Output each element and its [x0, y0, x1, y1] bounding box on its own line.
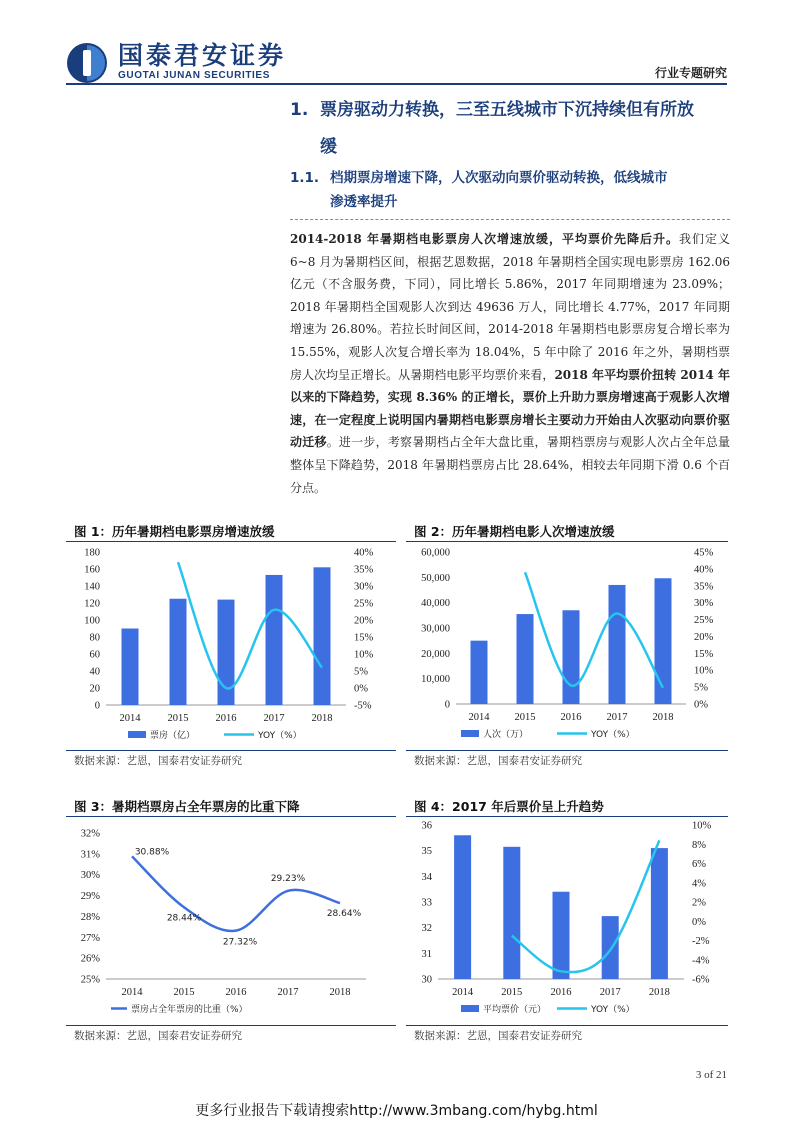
- y-left-tick-label: 20,000: [421, 648, 450, 660]
- section-1-1-title-line2: 渗透率提升: [330, 194, 398, 210]
- y-left-tick-label: 140: [84, 581, 100, 593]
- y-left-tick-label: 20: [89, 683, 100, 695]
- data-label: 28.64%: [326, 909, 362, 920]
- section-1-1-heading: [290, 166, 730, 214]
- y-left-tick-label: 36: [421, 820, 432, 832]
- paragraph-divider: [290, 219, 730, 220]
- y-tick-label: 28%: [80, 911, 100, 923]
- y-right-tick-label: 4%: [692, 878, 706, 890]
- yoy-line: [178, 562, 322, 688]
- y-right-tick-label: 40%: [694, 564, 714, 576]
- fig2-source-rule: [406, 750, 728, 751]
- x-tick-label: 2017: [263, 713, 285, 724]
- legend-bar-swatch: [128, 731, 146, 738]
- y-tick-label: 25%: [80, 974, 100, 986]
- section-1-title-line1: 票房驱动力转换，三至五线城市下沉持续但有所放: [320, 100, 694, 120]
- header-divider: [66, 83, 727, 85]
- y-right-tick-label: -2%: [692, 936, 710, 947]
- y-left-tick-label: 0: [444, 699, 450, 711]
- y-right-tick-label: 5%: [354, 666, 368, 678]
- x-tick-label: 2017: [606, 712, 628, 723]
- company-logo-icon: [66, 42, 108, 84]
- y-right-tick-label: 25%: [694, 615, 714, 627]
- y-right-tick-label: 0%: [692, 916, 706, 928]
- x-tick-label: 2017: [599, 987, 621, 998]
- bar: [454, 835, 471, 979]
- fig4-title: 图 4：2017 年后票价呈上升趋势: [414, 799, 604, 814]
- y-right-tick-label: -4%: [692, 955, 710, 967]
- y-tick-label: 32%: [80, 828, 100, 840]
- legend-bar-label: 平均票价（元）: [483, 1005, 547, 1015]
- x-tick-label: 2018: [652, 712, 674, 723]
- fig1-title: 图 1：历年暑期档电影票房增速放缓: [74, 524, 275, 539]
- x-tick-label: 2016: [225, 987, 247, 998]
- brand-name-en: GUOTAI JUNAN SECURITIES: [118, 70, 270, 81]
- fig2-title-rule: [406, 541, 728, 542]
- x-tick-label: 2016: [550, 987, 572, 998]
- y-left-tick-label: 31: [421, 948, 432, 960]
- legend-line-label: YOY（%）: [591, 730, 635, 740]
- fig1-chart: [66, 543, 396, 748]
- y-right-tick-label: 45%: [694, 547, 714, 559]
- y-tick-label: 29%: [80, 891, 100, 903]
- paragraph-emphasis: 2018 年平均票价扭转 2014 年以来的下降趋势，实现 8.36% 的正增长，票价上升助力票房增速高于观影人次增速，在一定程度上说明国内暑期档电影票房增长主要动力开始由人次驱动向票价驱动迁移: [290, 367, 730, 450]
- bar: [602, 916, 619, 979]
- y-left-tick-label: 40,000: [421, 598, 450, 610]
- footer-download-text: 更多行业报告下载请搜索http://www.3mbang.com/hybg.html: [195, 1103, 598, 1119]
- paragraph-lead: 2014-2018 年暑期档电影票房人次增速放缓，平均票价先降后升。: [290, 232, 679, 246]
- y-right-tick-label: 2%: [692, 897, 706, 909]
- y-left-tick-label: 10,000: [421, 674, 450, 686]
- bar: [503, 847, 520, 979]
- bar: [471, 641, 488, 704]
- y-tick-label: 31%: [80, 849, 100, 861]
- y-left-tick-label: 35: [421, 846, 432, 858]
- fig1-source-rule: [66, 750, 396, 751]
- y-left-tick-label: 33: [421, 897, 432, 909]
- y-right-tick-label: 35%: [694, 581, 714, 593]
- bar: [314, 567, 331, 705]
- x-tick-label: 2016: [215, 713, 237, 724]
- y-left-tick-label: 80: [89, 632, 100, 644]
- y-left-tick-label: 32: [421, 923, 432, 935]
- y-right-tick-label: 8%: [692, 839, 706, 851]
- section-1-1-number: 1.1.: [290, 170, 320, 186]
- data-label: 29.23%: [270, 873, 306, 884]
- y-right-tick-label: 20%: [354, 615, 374, 627]
- y-right-tick-label: 40%: [354, 547, 374, 559]
- y-right-tick-label: 30%: [354, 581, 374, 593]
- x-tick-label: 2018: [329, 987, 351, 998]
- legend-bar-label: 票房（亿）: [150, 731, 196, 741]
- y-right-tick-label: 0%: [354, 683, 368, 695]
- fig3-chart: [66, 818, 396, 1023]
- x-tick-label: 2015: [167, 713, 189, 724]
- bar: [266, 575, 283, 705]
- fig1-source: 数据来源：艺恩，国泰君安证券研究: [74, 755, 242, 767]
- y-left-tick-label: 120: [84, 598, 100, 610]
- report-type: 行业专题研究: [654, 66, 727, 80]
- y-left-tick-label: 60,000: [421, 547, 450, 559]
- fig3-title: 图 3：暑期档票房占全年票房的比重下降: [74, 799, 300, 814]
- fig3-source: 数据来源：艺恩，国泰君安证券研究: [74, 1030, 242, 1042]
- x-tick-label: 2014: [452, 987, 474, 998]
- paragraph-text-1: 我们定义 6~8 月为暑期档区间，根据艺恩数据，2018 年暑期档全国实现电影票房 162.06 亿元（不含服务费，下同），同比增长 5.86%，2017 年同期增速为 23.09%；2018 年暑期档全国观影人次到达 49636 万人，同比增长 4.77%，2017 年同期增速为 26.80%。若拉长时间区间，2014-2018 年暑期档电影票房复合增长率为 15.55%，观影人次复合增长率为 18.04%，5 年中除了 2016 年之外，暑期档票房人次均呈正增长。从暑期档电影平均票价来看，: [290, 232, 730, 382]
- x-tick-label: 2018: [311, 713, 333, 724]
- y-left-tick-label: 160: [84, 564, 100, 576]
- brand-name-cn: 国泰君安证券: [118, 41, 287, 70]
- y-right-tick-label: 6%: [692, 859, 706, 870]
- paragraph-text-3: 。进一步，考察暑期档占全年大盘比重，暑期档票房与观影人次占全年总量整体呈下降趋势，2018 年暑期档票房占比 28.64%，相较去年同期下滑 0.6 个百分点。: [290, 435, 730, 495]
- y-left-tick-label: 40: [89, 666, 100, 678]
- y-right-tick-label: 0%: [694, 699, 708, 711]
- y-right-tick-label: 35%: [354, 564, 374, 576]
- y-tick-label: 26%: [80, 953, 100, 965]
- bar: [517, 614, 534, 704]
- share-line: [132, 856, 340, 931]
- data-label: 27.32%: [222, 937, 258, 948]
- y-right-tick-label: 15%: [694, 648, 714, 660]
- fig2-source: 数据来源：艺恩，国泰君安证券研究: [414, 755, 582, 767]
- legend-bar-label: 人次（万）: [483, 730, 529, 740]
- legend-line-label: YOY（%）: [591, 1005, 635, 1015]
- y-right-tick-label: 10%: [354, 649, 374, 661]
- bar: [122, 629, 139, 706]
- fig2-chart: [406, 543, 728, 748]
- fig4-source: 数据来源：艺恩，国泰君安证券研究: [414, 1030, 582, 1042]
- y-left-tick-label: 30: [421, 974, 432, 986]
- bar: [655, 578, 672, 704]
- y-left-tick-label: 34: [421, 871, 432, 883]
- x-tick-label: 2016: [560, 712, 582, 723]
- y-right-tick-label: 10%: [694, 665, 714, 677]
- x-tick-label: 2018: [648, 987, 670, 998]
- bar: [563, 610, 580, 704]
- section-1-heading: [290, 92, 730, 166]
- fig4-chart: [406, 818, 728, 1023]
- y-tick-label: 27%: [80, 932, 100, 944]
- y-right-tick-label: -5%: [354, 700, 372, 712]
- y-right-tick-label: 25%: [354, 598, 374, 610]
- x-tick-label: 2015: [501, 987, 523, 998]
- y-left-tick-label: 30,000: [421, 623, 450, 635]
- y-right-tick-label: 30%: [694, 598, 714, 610]
- fig4-title-rule: [406, 816, 728, 817]
- fig1-title-rule: [66, 541, 396, 542]
- legend-bar-swatch: [461, 730, 479, 737]
- section-1-number: 1.: [290, 100, 309, 120]
- yoy-line: [525, 572, 663, 688]
- bar: [651, 848, 668, 979]
- data-label: 28.44%: [166, 913, 202, 924]
- legend-bar-swatch: [461, 1005, 479, 1012]
- y-right-tick-label: 15%: [354, 632, 374, 644]
- bar: [553, 892, 570, 979]
- yoy-line: [512, 840, 660, 972]
- y-left-tick-label: 180: [84, 547, 100, 559]
- x-tick-label: 2014: [119, 713, 141, 724]
- x-tick-label: 2015: [173, 987, 195, 998]
- x-tick-label: 2015: [514, 712, 536, 723]
- y-right-tick-label: 10%: [692, 820, 712, 832]
- legend-line-label: YOY（%）: [258, 731, 302, 741]
- body-paragraph: [290, 228, 730, 499]
- bar: [170, 599, 187, 705]
- x-tick-label: 2014: [468, 712, 490, 723]
- bar: [609, 585, 626, 704]
- y-left-tick-label: 50,000: [421, 572, 450, 584]
- section-1-1-title-line1: 档期票房增速下降，人次驱动向票价驱动转换，低线城市: [330, 170, 668, 186]
- y-left-tick-label: 100: [84, 615, 100, 627]
- y-right-tick-label: 5%: [694, 682, 708, 694]
- x-tick-label: 2014: [121, 987, 143, 998]
- y-right-tick-label: -6%: [692, 974, 710, 986]
- y-left-tick-label: 0: [94, 700, 100, 712]
- fig4-source-rule: [406, 1025, 728, 1026]
- x-tick-label: 2017: [277, 987, 299, 998]
- y-tick-label: 30%: [80, 870, 100, 882]
- data-label: 30.88%: [134, 847, 170, 858]
- y-left-tick-label: 60: [89, 649, 100, 661]
- fig3-title-rule: [66, 816, 396, 817]
- y-right-tick-label: 20%: [694, 631, 714, 643]
- fig2-title: 图 2：历年暑期档电影人次增速放缓: [414, 524, 615, 539]
- page-number: 3 of 21: [695, 1069, 727, 1081]
- section-1-title-line2: 缓: [320, 137, 337, 157]
- fig3-source-rule: [66, 1025, 396, 1026]
- legend-line-label: 票房占全年票房的比重（%）: [131, 1005, 248, 1015]
